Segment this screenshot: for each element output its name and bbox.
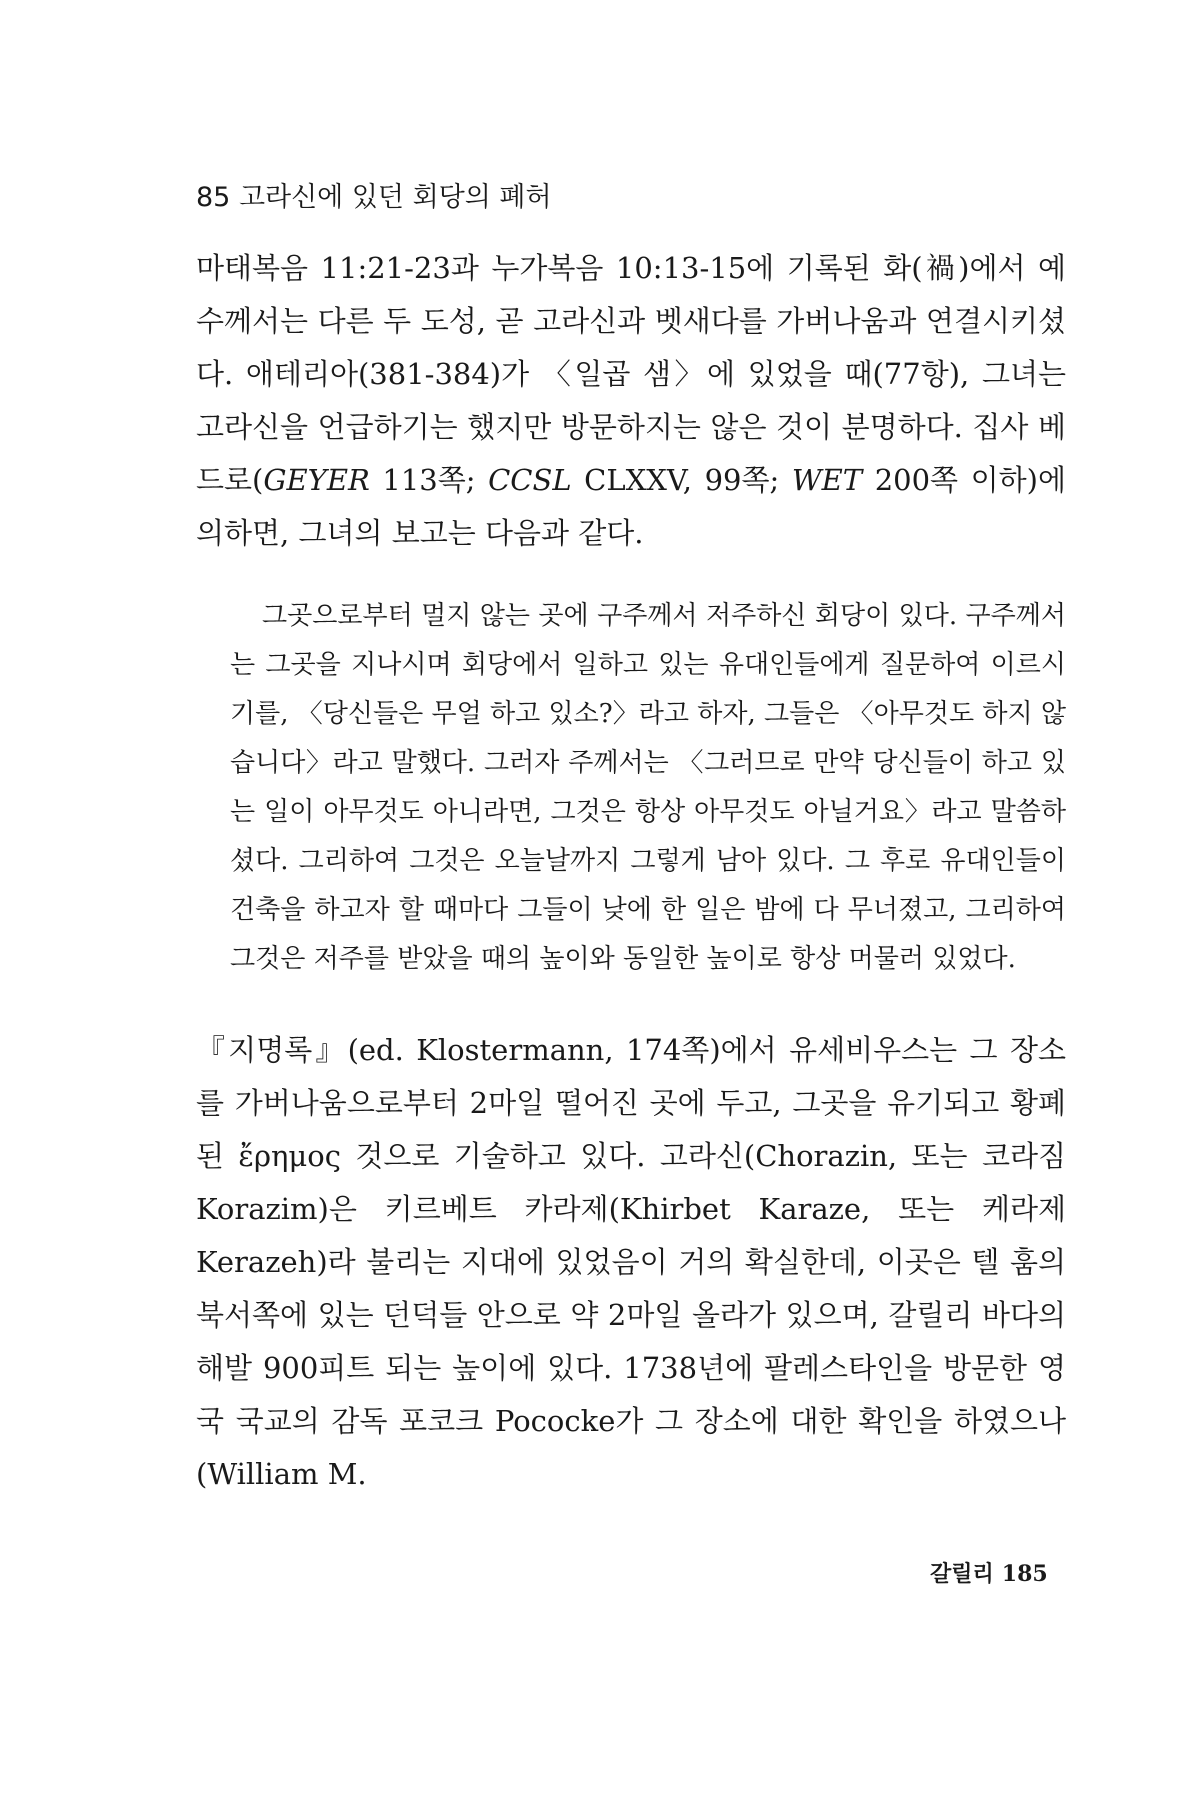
intro-paragraph (196, 242, 1066, 560)
page-number: 185 (1001, 1561, 1048, 1587)
intro-text-4: 200쪽 이하)에 의하면, 그녀의 보고는 다음과 같다. (196, 463, 1066, 550)
citation-wet: WET (791, 463, 863, 497)
page-footer (930, 1557, 1048, 1588)
intro-text-2: 113쪽; (369, 463, 489, 497)
page-body (196, 176, 1066, 1501)
second-paragraph: 『지명록』(ed. Klostermann, 174쪽)에서 유세비우스는 그 장소를 가버나움으로부터 2마일 떨어진 곳에 두고, 그곳을 유기되고 황폐된 ἔρημος 것으로 기술하고 있다. 고라신(Chorazin, 또는 코라짐 Korazim)은 키르베트 카라제(Khirbet Karaze, 또는 케라제Kerazeh)라 불리는 지대에 있었음이 거의 확실한데, 이곳은 텔 훔의 북서쪽에 있는 던덕들 안으로 약 2마일 올라가 있으며, 갈릴리 바다의 해발 900피트 되는 높이에 있다. 1738년에 팔레스타인을 방문한 영국 국교의 감독 포코크 Pococke가 그 장소에 대한 확인을 하였으나(William M. (196, 1033, 1066, 1491)
running-footer-label: 갈릴리 (930, 1562, 994, 1587)
section-heading: 85 고라신에 있던 회당의 폐허 (196, 182, 552, 213)
block-quote (230, 592, 1066, 984)
quote-text: 그곳으로부터 멀지 않는 곳에 구주께서 저주하신 회당이 있다. 구주께서는 그곳을 지나시며 회당에서 일하고 있는 유대인들에게 질문하여 이르시기를, 〈당신들은 무얼 하고 있소?〉라고 하자, 그들은 〈아무것도 하지 않습니다〉라고 말했다. 그러자 주께서는 〈그러므로 만약 당신들이 하고 있는 일이 아무것도 아니라면, 그것은 항상 아무것도 아닐거요〉라고 말씀하셨다. 그리하여 그것은 오늘날까지 그렇게 남아 있다. 그 후로 유대인들이 건축을 하고자 할 때마다 그들이 낮에 한 일은 밤에 다 무너졌고, 그리하여 그것은 저주를 받았을 때의 높이와 동일한 높이로 항상 머물러 있었다. (230, 601, 1066, 974)
citation-geyer: GEYER (263, 463, 370, 497)
citation-ccsl: CCSL (488, 463, 572, 497)
intro-text-3: CLXXV, 99쪽; (571, 463, 792, 497)
intro-text-1: 마태복음 11:21-23과 누가복음 10:13-15에 기록된 화(禍)에서 예수께서는 다른 두 도성, 곧 고라신과 벳새다를 가버나움과 연결시키셨다. 애테리아(381-384)가 〈일곱 샘〉에 있었을 때(77항), 그녀는 고라신을 언급하기는 했지만 방문하지는 않은 것이 분명하다. 집사 베드로( (196, 251, 1066, 497)
